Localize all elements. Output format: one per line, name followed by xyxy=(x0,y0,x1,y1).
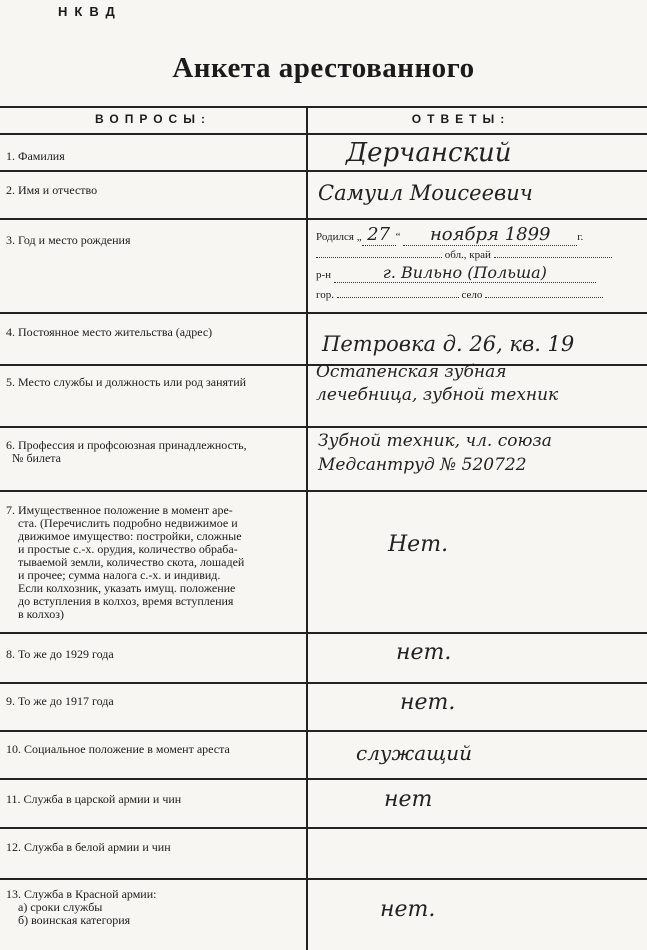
answer-7: Нет. xyxy=(388,532,449,557)
row-divider xyxy=(0,218,647,220)
answer-9: нет. xyxy=(400,690,456,715)
row-divider xyxy=(0,490,647,492)
question-7-line: в колхоз) xyxy=(18,607,64,621)
question-10: 10. Социальное положение в момент ареста xyxy=(6,742,230,756)
question-7-line: ста. (Перечислить подробно недвижимое и xyxy=(18,516,238,530)
row-divider xyxy=(0,778,647,780)
row-divider xyxy=(0,730,647,732)
row-divider xyxy=(0,682,647,684)
question-8: 8. То же до 1929 года xyxy=(6,647,114,661)
row-divider xyxy=(0,133,647,135)
birth-day: 27 xyxy=(362,224,396,246)
row-divider xyxy=(0,878,647,880)
born-label: Родился xyxy=(316,231,354,243)
question-7-line: тываемой земли, количество скота, лошадей xyxy=(18,555,245,569)
row-divider xyxy=(0,632,647,634)
question-5: 5. Место службы и должность или род занятий xyxy=(6,375,247,389)
oblast-line xyxy=(316,249,636,261)
question-3: 3. Год и место рождения xyxy=(6,233,131,247)
question-7-line: Если колхозник, указать имущ. положение xyxy=(18,581,236,595)
question-4: 4. Постоянное место жительства (адрес) xyxy=(6,325,213,339)
page-title: Анкета арестованного xyxy=(172,52,475,84)
row-divider xyxy=(0,426,647,428)
answer-13: нет. xyxy=(380,897,436,922)
city-village-line xyxy=(316,289,636,301)
birth-month-year: ноября 1899 xyxy=(403,224,577,246)
answer-1-surname: Дерчанский xyxy=(346,138,512,168)
birth-date-line: Родился „ 27 “ ноября 1899 г. xyxy=(316,224,584,245)
answer-6-line1: Зубной техник, чл. союза xyxy=(318,431,552,451)
answer-5-line2: лечебница, зубной техник xyxy=(316,385,559,405)
answer-6-line2: Медсантруд № 520722 xyxy=(318,455,527,475)
question-13-line3: б) воинская категория xyxy=(18,913,131,927)
row-divider xyxy=(0,827,647,829)
row-divider xyxy=(0,170,647,172)
question-11: 11. Служба в царской армии и чин xyxy=(6,792,182,806)
answers-header: ОТВЕТЫ: xyxy=(411,112,511,126)
answer-5-line1: Остапенская зубная xyxy=(316,362,507,382)
district-line xyxy=(316,263,636,283)
org-name: НКВД xyxy=(58,4,122,19)
question-13-line2: а) сроки службы xyxy=(18,900,103,914)
question-7-line: до вступления в колхоз, время вступления xyxy=(18,594,234,608)
question-13-line1: 13. Служба в Красной армии: xyxy=(6,887,157,901)
answer-4-address: Петровка д. 26, кв. 19 xyxy=(322,332,575,356)
questions-header: ВОПРОСЫ: xyxy=(95,112,211,126)
question-6-line2: № билета xyxy=(12,451,62,465)
birth-place: г. Вильно (Польша) xyxy=(334,263,596,283)
question-7-line: движимое имущество: постройки, сложные xyxy=(18,529,242,543)
row-divider xyxy=(0,312,647,314)
answer-8: нет. xyxy=(396,640,452,665)
answer-2-name: Самуил Моисеевич xyxy=(318,181,533,205)
table-border xyxy=(0,106,647,108)
question-2: 2. Имя и отчество xyxy=(6,183,98,197)
question-7-line: и прочее; сумма налога с.-х. и индивид. xyxy=(18,568,221,582)
year-suffix: г. xyxy=(577,231,584,243)
question-6-line1: 6. Профессия и профсоюзная принадлежность, xyxy=(6,438,247,452)
question-7-line: 7. Имущественное положение в момент аре- xyxy=(6,503,233,517)
questionnaire-table xyxy=(0,106,647,950)
village-label: село xyxy=(461,289,483,301)
district-label: р-н xyxy=(316,269,332,281)
city-label: гор. xyxy=(316,289,334,301)
question-1: 1. Фамилия xyxy=(6,149,65,163)
answer-10: служащий xyxy=(356,741,472,765)
oblast-label: обл., край xyxy=(444,249,491,261)
question-9: 9. То же до 1917 года xyxy=(6,694,114,708)
question-12: 12. Служба в белой армии и чин xyxy=(6,840,171,854)
answer-11: нет xyxy=(384,787,433,812)
question-7-line: и простые с.-х. орудия, количество обраба- xyxy=(18,542,238,556)
